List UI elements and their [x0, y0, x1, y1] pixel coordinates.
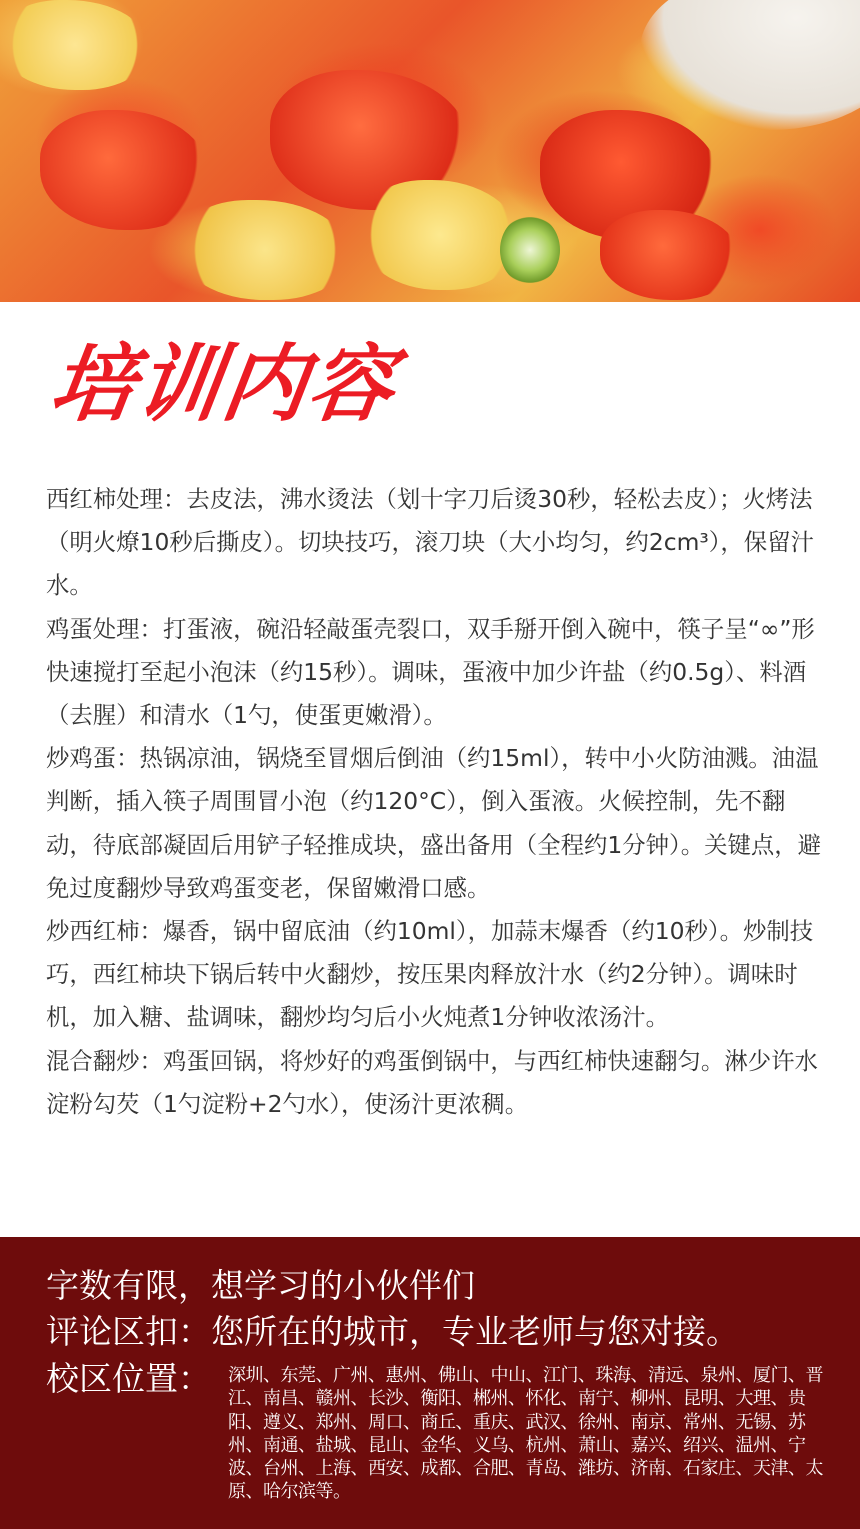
- campus-label: 校区位置：: [46, 1359, 211, 1398]
- egg-chunk: [360, 180, 520, 290]
- section-egg-prep: 鸡蛋处理：打蛋液，碗沿轻敲蛋壳裂口，双手掰开倒入碗中，筷子呈“∞”形快速搅打至起小泡沫（约15秒）。调味，蛋液中加少许盐（约0.5g）、料酒（去腥）和清水（1勺，使蛋更嫩滑）。: [46, 614, 815, 730]
- scallion-piece: [500, 215, 560, 285]
- bowl-rim: [640, 0, 860, 130]
- training-content: [46, 478, 826, 1126]
- egg-chunk: [180, 200, 350, 300]
- section-mix: 混合翻炒：鸡蛋回锅，将炒好的鸡蛋倒锅中，与西红柿快速翻匀。淋少许水淀粉勾芡（1勺淀粉+2勺水），使汤汁更浓稠。: [46, 1046, 818, 1118]
- tomato-chunk: [600, 210, 740, 300]
- footer-line-1: 字数有限，想学习的小伙伴们: [46, 1266, 475, 1305]
- tomato-chunk: [40, 110, 210, 230]
- campus-cities: 深圳、东莞、广州、惠州、佛山、中山、江门、珠海、清远、泉州、厦门、晋江、南昌、赣州、长沙、衡阳、郴州、怀化、南宁、柳州、昆明、大理、贵阳、遵义、郑州、周口、商丘、重庆、武汉、徐州、南京、常州、无锡、苏州、南通、盐城、昆山、金华、义乌、杭州、萧山、嘉兴、绍兴、温州、宁波、台州、上海、西安、成都、合肥、青岛、潍坊、济南、石家庄、天津、太原、哈尔滨等。: [228, 1365, 823, 1503]
- section-fry-tomato: 炒西红柿：爆香，锅中留底油（约10ml），加蒜末爆香（约10秒）。炒制技巧，西红柿块下锅后转中火翻炒，按压果肉释放汁水（约2分钟）。调味时机，加入糖、盐调味，翻炒均匀后小火炖煮1分钟收浓汤汁。: [46, 917, 814, 1032]
- egg-chunk: [0, 0, 150, 90]
- page-title: 培训内容: [44, 335, 402, 433]
- footer-line-2: 评论区扣：您所在的城市，专业老师与您对接。: [46, 1312, 739, 1351]
- section-fry-egg: 炒鸡蛋：热锅凉油，锅烧至冒烟后倒油（约15ml），转中小火防油溅。油温判断，插入筷子周围冒小泡（约120°C），倒入蛋液。火候控制，先不翻动，待底部凝固后用铲子轻推成块，盛出备用（全程约1分钟）。关键点，避免过度翻炒导致鸡蛋变老，保留嫩滑口感。: [46, 744, 822, 902]
- footer-banner: [0, 1237, 860, 1529]
- section-tomato-prep: 西红柿处理：去皮法，沸水烫法（划十字刀后烫30秒，轻松去皮）；火烤法（明火燎10秒后撕皮）。切块技巧，滚刀块（大小均匀，约2cm³），保留汁水。: [46, 485, 814, 600]
- hero-food-image: [0, 0, 860, 302]
